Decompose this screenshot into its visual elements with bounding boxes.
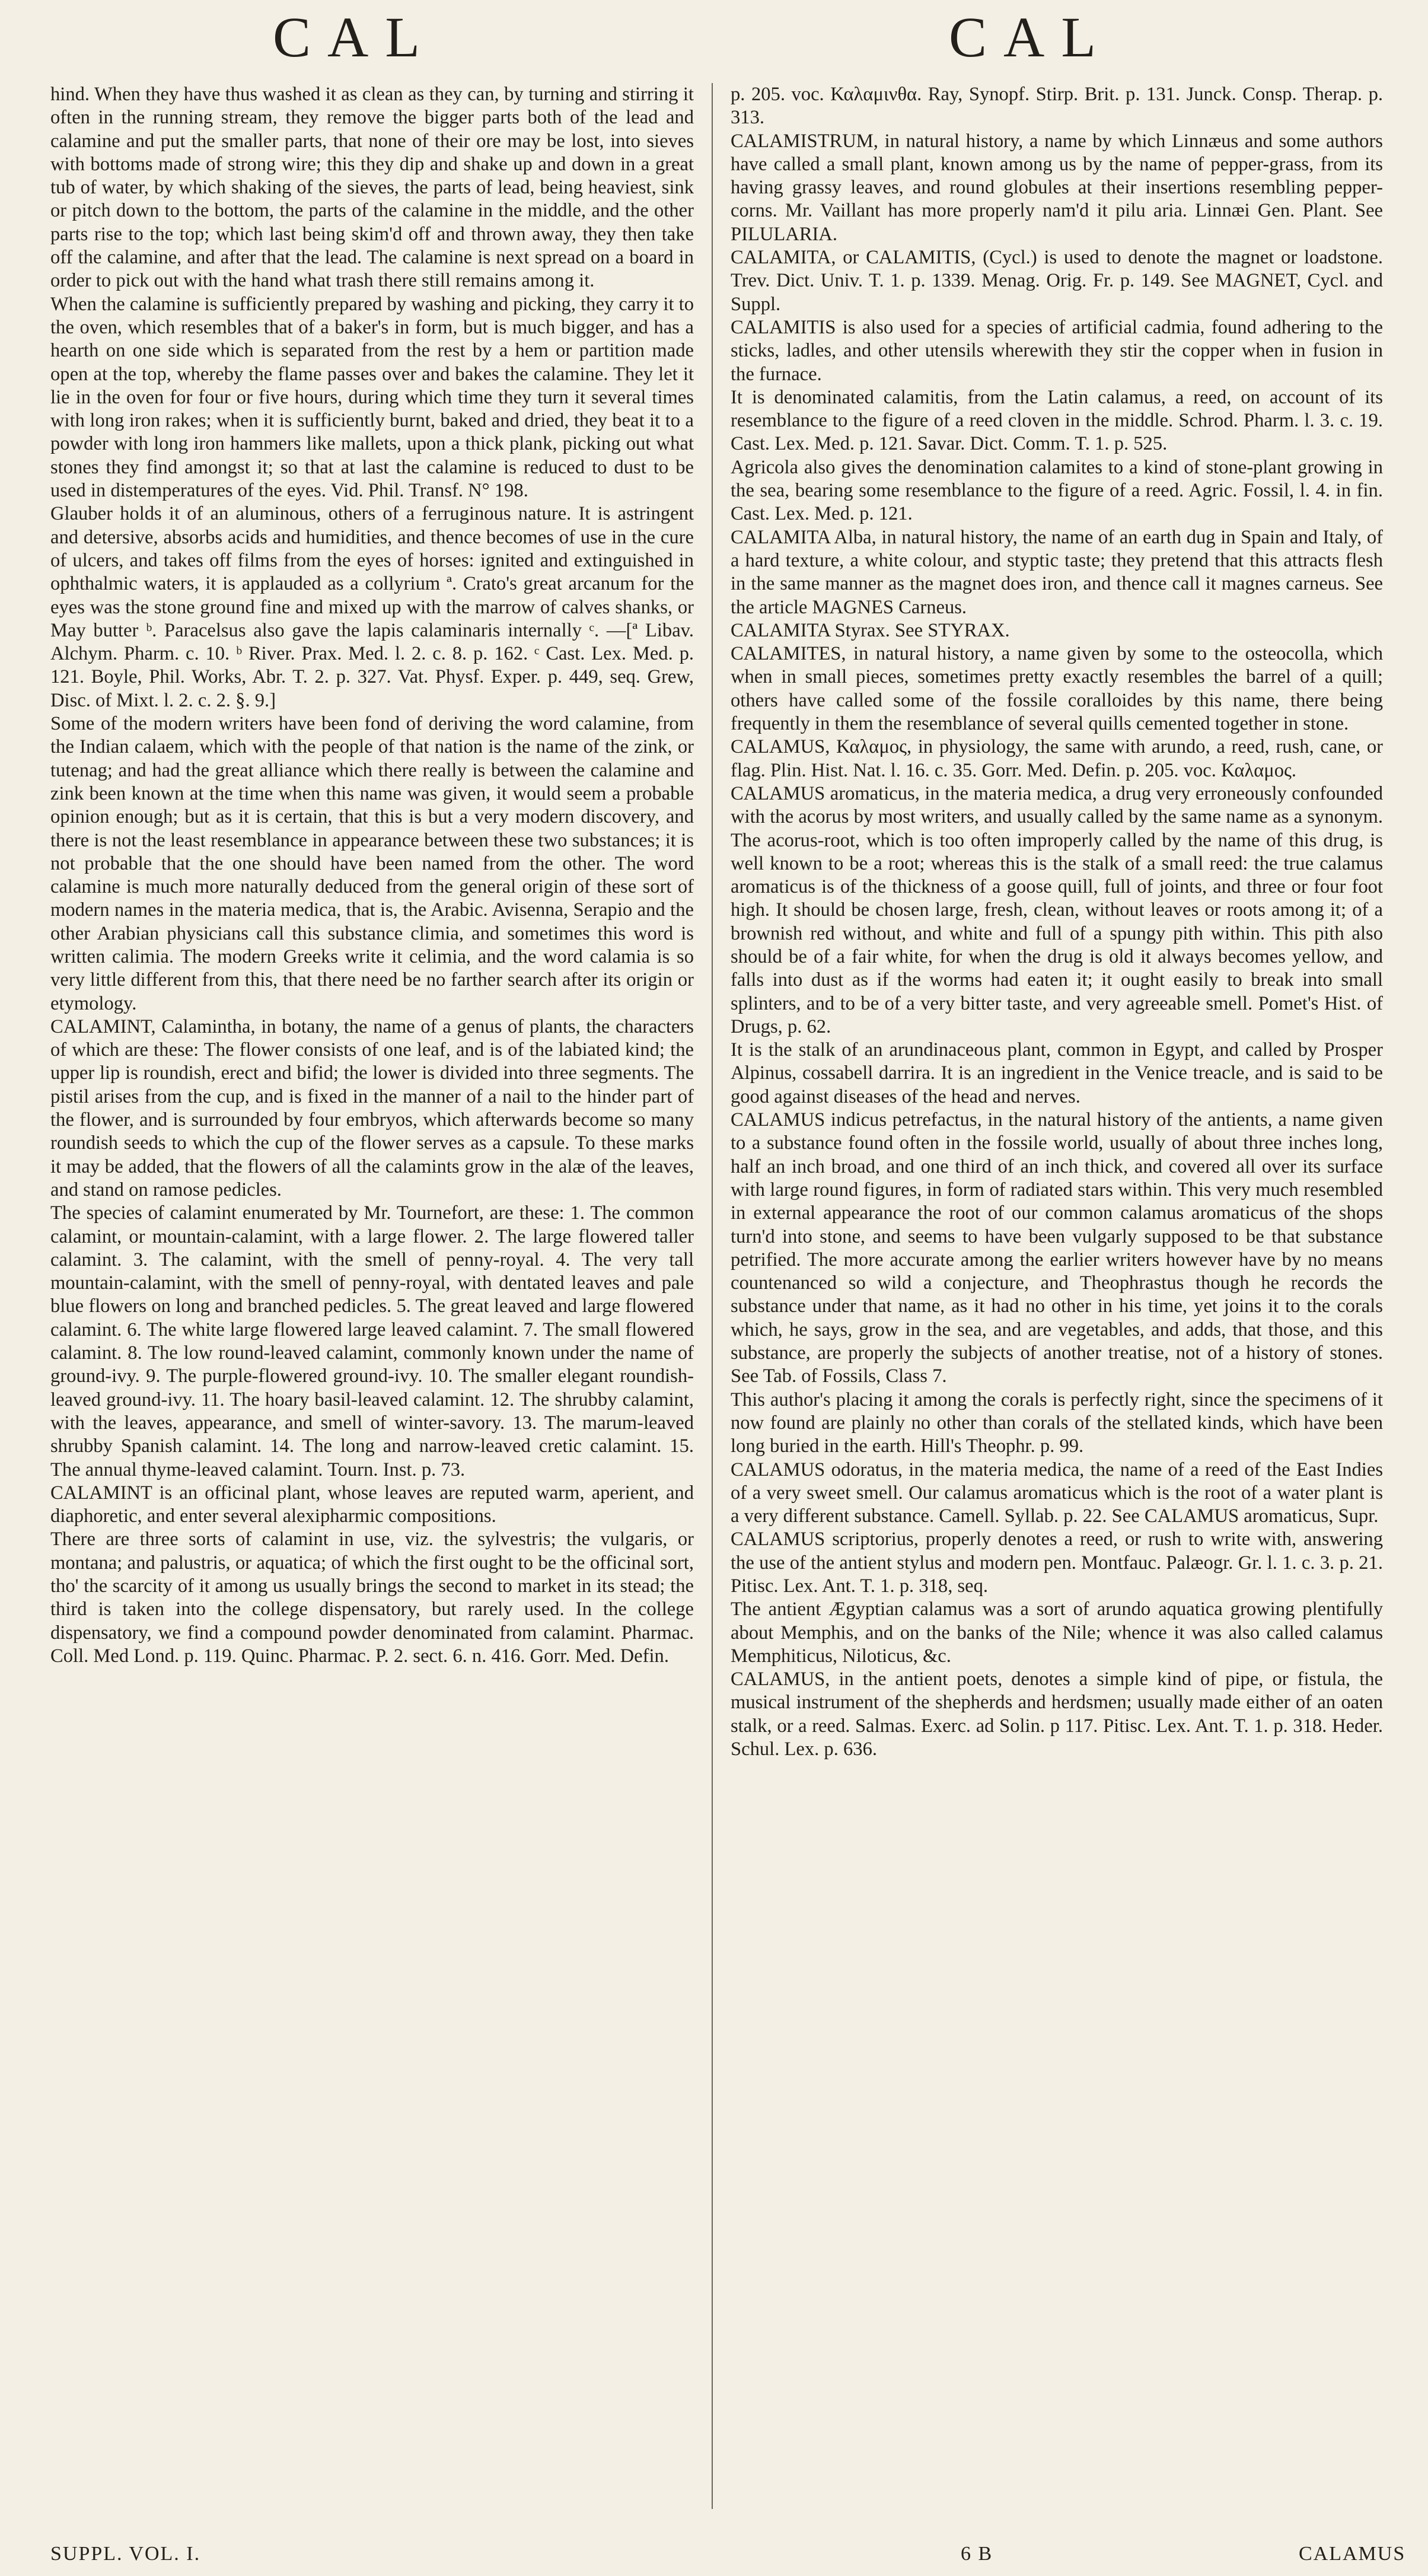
entry-calamita-alba: CALAMITA Alba, in natural history, the name of an earth dug in Spain and Italy, of a hard texture, a white colour, and styptic taste; they pretend that this attracts flesh in the same manner as the magnet does iron, and thence call it magnes carneus. See the article MAGNES Carneus. [731, 526, 1383, 618]
paragraph: Some of the modern writers have been fond of deriving the word calamine, from the Indian calaem, which with the people of that nation is the name of the zink, or tutenag; and had the great alliance which there really is between the calamine and zink been known at the time when this name was given, it would seem a probable opinion enough; but as it is certain, that this is but a very modern discovery, and there is not the least resemblance in appearance between these two substances; it is not probable that the one should have been named from the other. The word calamine is much more naturally deduced from the general origin of these sort of modern names in the materia medica, that is, the Arabic. Avisenna, Serapio and the other Arabian physicians call this substance climia, and sometimes this word is written calimia. The modern Greeks write it celimia, and the word calamia is so very little different from this, that there need be no farther search after its origin or etymology. [50, 713, 694, 1014]
paragraph: This author's placing it among the corals is perfectly right, since the specimens of it now found are plainly no other than corals of the stellated kinds, which have been long buried in the earth. Hill's Theophr. p. 99. [731, 1389, 1383, 1457]
entry-calamita: CALAMITA, or CALAMITIS, (Cycl.) is used to denote the magnet or loadstone. Trev. Dict. Univ. T. 1. p. 1339. Menag. Orig. Fr. p. 149. See MAGNET, Cycl. and Suppl. [731, 247, 1383, 315]
column-divider [712, 83, 713, 2509]
paragraph: It is denominated calamitis, from the Latin calamus, a reed, on account of its resemblance to the figure of a reed cloven in the middle. Schrod. Pharm. l. 3. c. 19. Cast. Lex. Med. p. 121. Savar. Dict. Comm. T. 1. p. 525. [731, 386, 1383, 455]
entry-calamint: CALAMINT, Calamintha, in botany, the name of a genus of plants, the characters of which are these: The flower consists of one leaf, and is of the labiated kind; the upper lip is roundish, erect and bifid; the lower is divided into three segments. The pistil arises from the cup, and is fixed in the manner of a nail to the hinder part of the flower, and is surrounded by four embryos, which afterwards become so many roundish seeds to which the cup of the flower serves as a capsule. To these marks it may be added, that the flowers of all the calamints grow in the alæ of the leaves, and stand on ramose pedicles. [50, 1015, 694, 1201]
running-head-right: CAL [949, 5, 1113, 69]
footer-signature: 6 B [961, 2543, 993, 2565]
paragraph: There are three sorts of calamint in use, viz. the sylvestris; the vulgaris, or montana; and palustris, or aquatica; of which the first ought to be the officinal sort, tho' the scarcity of it among us usually brings the second to market in its stead; the third is taken into the college dispensatory, but rarely used. In the college dispensatory, we find a compound powder denominated from calamint. Pharmac. Coll. Med Lond. p. 119. Quinc. Pharmac. P. 2. sect. 6. n. 416. Gorr. Med. Defin. [50, 1529, 694, 1667]
running-head-left: CAL [273, 5, 436, 69]
entry-calamites: CALAMITES, in natural history, a name given by some to the osteocolla, which when in small pieces, sometimes pretty exactly resembles the barrel of a quill; others have called some of the fossile coralloides by this name, there being frequently in them the resemblance of several quills cemented together in stone. [731, 643, 1383, 735]
paragraph: p. 205. voc. Καλαμινθα. Ray, Synopf. Stirp. Brit. p. 131. Junck. Consp. Therap. p. 313. [731, 84, 1383, 129]
right-column [731, 83, 1383, 2505]
entry-calamus-aromaticus: CALAMUS aromaticus, in the materia medica, a drug very erroneously confounded with the acorus by most writers, and usually called by the same name as a synonym. The acorus-root, which is too often improperly called by the name of this drug, is well known to be a root; whereas this is the stalk of a small reed: the true calamus aromaticus is of the thickness of a goose quill, full of joints, and three or four foot high. It should be chosen large, fresh, clean, without leaves or roots among it; of a brownish red without, and white and full of a spungy pith within. This pith also should be of a fair white, for when the drug is old it always becomes yellow, and falls into dust as if the worms had eaten it; it ought easily to break into small splinters, and to be of a very bitter taste, and very agreeable smell. Pomet's Hist. of Drugs, p. 62. [731, 782, 1383, 1037]
entry-calamint-officinal: CALAMINT is an officinal plant, whose leaves are reputed warm, aperient, and diaphoretic, and enter several alexipharmic compositions. [50, 1482, 694, 1527]
entry-calamita-styrax: CALAMITA Styrax. See STYRAX. [731, 619, 1010, 641]
paragraph: The antient Ægyptian calamus was a sort of arundo aquatica growing plentifully about Memphis, and on the banks of the Nile; whence it was also called calamus Memphiticus, Niloticus, &c. [731, 1599, 1383, 1667]
paragraph: When the calamine is sufficiently prepared by washing and picking, they carry it to the oven, which resembles that of a baker's in form, but is much bigger, and has a hearth on one side which is separated from the rest by a hem or partition made open at the top, whereby the flame passes over and bakes the calamine. They let it lie in the oven for four or five hours, during which time they turn it several times with long iron rakes; when it is sufficiently burnt, baked and dried, they beat it to a powder with long iron hammers like mallets, upon a thick plank, picking out what stones they find amongst it; so that at last the calamine is reduced to dust to be used in distemperatures of the eyes. Vid. Phil. Transf. N° 198. [50, 293, 694, 502]
paragraph: It is the stalk of an arundinaceous plant, common in Egypt, and called by Prosper Alpinus, cossabell darrira. It is an ingredient in the Venice treacle, and is said to be good against diseases of the head and nerves. [731, 1039, 1383, 1107]
entry-calamus-scriptorius: CALAMUS scriptorius, properly denotes a reed, or rush to write with, answering the use of the antient stylus and modern pen. Montfauc. Palæogr. Gr. l. 1. c. 3. p. 21. Pitisc. Lex. Ant. T. 1. p. 318, seq. [731, 1529, 1383, 1597]
entry-calamistrum: CALAMISTRUM, in natural history, a name by which Linnæus and some authors have called a small plant, known among us by the name of pepper-grass, from its having grassy leaves, and round globules at their insertions resembling pepper-corns. Mr. Vaillant has more properly nam'd it pilu aria. Linnæi Gen. Plant. See PILULARIA. [731, 130, 1383, 245]
paragraph: The species of calamint enumerated by Mr. Tournefort, are these: 1. The common calamint, or mountain-calamint, with a large flower. 2. The large flowered taller calamint. 3. The calamint, with the smell of penny-royal. 4. The very tall mountain-calamint, with the smell of penny-royal, with dentated leaves and pale blue flowers on long and branched pedicles. 5. The great leaved and large flowered calamint. 6. The white large flowered large leaved calamint. 7. The small flowered calamint. 8. The low round-leaved calamint, commonly known under the name of ground-ivy. 9. The purple-flowered ground-ivy. 10. The smaller elegant roundish-leaved ground-ivy. 11. The hoary basil-leaved calamint. 12. The shrubby calamint, with the leaves, appearance, and smell of winter-savory. 13. The marum-leaved shrubby Spanish calamint. 14. The long and narrow-leaved cretic calamint. 15. The annual thyme-leaved calamint. Tourn. Inst. p. 73. [50, 1202, 694, 1480]
footer-catchword: CALAMUS [1299, 2543, 1406, 2565]
left-column [50, 83, 694, 2505]
paragraph: hind. When they have thus washed it as clean as they can, by turning and stirring it often in the running stream, they remove the bigger parts both of the lead and calamine and put the smaller parts, that none of their ore may be lost, into sieves with bottoms made of strong wire; this they dip and shake up and down in a great tub of water, by which shaking of the sieves, the parts of lead, being heaviest, sink or pitch down to the bottom, the parts of the calamine in the middle, and the other parts rise to the top; which last being skim'd off and thrown away, they then take off the calamine, and after that the lead. The calamine is next spread on a board in order to pick out with the hand what trash there still remains among it. [50, 84, 694, 292]
paragraph: Glauber holds it of an aluminous, others of a ferruginous nature. It is astringent and detersive, absorbs acids and humidities, and thence becomes of use in the cure of ulcers, and takes off films from the eyes of horses: ignited and extinguished in ophthalmic waters, it is applauded as a collyrium ª. Crato's great arcanum for the eyes was the stone ground fine and mixed up with the marrow of calves shanks, or May butter ᵇ. Paracelsus also gave the lapis calaminaris internally ᶜ. —[ª Libav. Alchym. Pharm. c. 10. ᵇ River. Prax. Med. l. 2. c. 8. p. 162. ᶜ Cast. Lex. Med. p. 121. Boyle, Phil. Works, Abr. T. 2. p. 327. Vat. Physf. Exper. p. 449, seq. Grew, Disc. of Mixt. l. 2. c. 2. §. 9.] [50, 503, 694, 711]
footer-volume: SUPPL. VOL. I. [50, 2543, 201, 2565]
paragraph: Agricola also gives the denomination calamites to a kind of stone-plant growing in the sea, bearing some resemblance to the figure of a reed. Agric. Fossil, l. 4. in fin. Cast. Lex. Med. p. 121. [731, 456, 1383, 525]
entry-calamus-poets: CALAMUS, in the antient poets, denotes a simple kind of pipe, or fistula, the musical instrument of the shepherds and herdsmen; usually made either of an oaten stalk, or a reed. Salmas. Exerc. ad Solin. p 117. Pitisc. Lex. Ant. T. 1. p. 318. Heder. Schul. Lex. p. 636. [731, 1668, 1383, 1760]
entry-calamitis: CALAMITIS is also used for a species of artificial cadmia, found adhering to the sticks, ladles, and other utensils wherewith they stir the copper when in fusion in the furnace. [731, 316, 1383, 385]
entry-calamus-indicus: CALAMUS indicus petrefactus, in the natural history of the antients, a name given to a substance found often in the fossile world, usually of about three inches long, half an inch broad, and one third of an inch thick, and covered all over its surface with large round figures, in form of radiated stars within. This very much resembled in external appearance the root of our common calamus aromaticus of the shops turn'd into stone, and seems to have been vulgarly supposed to be that substance petrified. The more accurate among the earlier writers however have by no means countenanced so wild a conjecture, and Theophrastus though he records the substance under that name, as it had no other in his time, yet joins it to the corals which, he says, grow in the sea, and are vegetables, and adds, that those, and this substance, are properly the subjects of another treatise, not of a history of stones. See Tab. of Fossils, Class 7. [731, 1109, 1383, 1387]
entry-calamus-odoratus: CALAMUS odoratus, in the materia medica, the name of a reed of the East Indies of a very sweet smell. Our calamus aromaticus which is the root of a water plant is a very different substance. Camell. Syllab. p. 22. See CALAMUS aromaticus, Supr. [731, 1459, 1383, 1527]
entry-calamus: CALAMUS, Καλαμος, in physiology, the same with arundo, a reed, rush, cane, or flag. Plin. Hist. Nat. l. 16. c. 35. Gorr. Med. Defin. p. 205. voc. Καλαμος. [731, 736, 1383, 781]
